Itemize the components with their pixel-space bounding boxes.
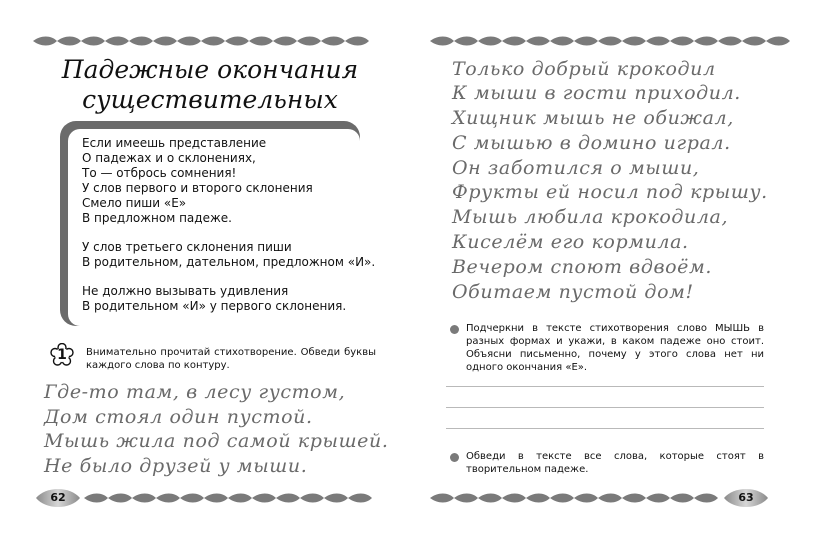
poem-line: Мышь жила под самой крышей.	[44, 430, 389, 452]
poem-line: Дом стоял один пустой.	[44, 406, 313, 428]
task-number-badge	[50, 343, 74, 367]
top-ornament-border	[430, 35, 790, 47]
rule-line: У слов первого и второго склонения	[82, 181, 313, 195]
bottom-ornament-border	[84, 492, 380, 504]
poem-line: Мышь любила крокодила,	[452, 206, 729, 228]
rule-stanza	[82, 136, 360, 226]
task-instruction: Обведи в тексте все слова, которые стоят в творительном падеже.	[466, 451, 764, 475]
task-number: 1	[57, 347, 67, 363]
rule-line: В предложном падеже.	[82, 211, 232, 225]
poem-line: Обитаем пустой дом!	[452, 281, 694, 303]
rule-stanza	[82, 240, 376, 270]
poem-line: Он заботился о мыши,	[452, 157, 700, 179]
rule-line: У слов третьего склонения пиши	[82, 240, 292, 254]
title-line-2: существительных	[82, 85, 338, 114]
top-ornament-border	[33, 35, 379, 47]
poem-line: Киселём его кормила.	[452, 231, 689, 253]
page-number: 62	[50, 491, 66, 504]
bottom-ornament-border	[430, 492, 722, 504]
rule-line: Не должно вызывать удивления	[82, 284, 289, 298]
bullet-icon	[450, 453, 459, 462]
title-line-1: Падежные окончания	[61, 55, 359, 84]
rule-line: О падежах и о склонениях,	[82, 151, 256, 165]
bullet-icon	[450, 325, 459, 334]
rule-stanza	[82, 284, 360, 314]
answer-line[interactable]	[446, 428, 764, 429]
poem-line: Только добрый крокодил	[452, 58, 716, 80]
poem-line: Не было друзей у мыши.	[44, 455, 308, 477]
page-number-badge	[722, 485, 770, 511]
poem-line: Фрукты ей носил под крышу.	[452, 181, 768, 203]
poem-line: Хищник мышь не обижал,	[452, 107, 734, 129]
rule-line: Если имеешь представление	[82, 136, 267, 150]
left-page	[0, 0, 409, 540]
task-instruction: Подчеркни в тексте стихотворения слово МЫШЬ в разных формах и укажи, в каком падеже оно стоит. Объясни письменно, почему у этого слова нет ни одного окончания «Е».	[466, 323, 764, 373]
rule-line: В родительном, дательном, предложном «И».	[82, 255, 376, 269]
rule-line: В родительном «И» у первого склонения.	[82, 299, 347, 313]
poem-line: Вечером споют вдвоём.	[452, 256, 712, 278]
page-number: 63	[738, 491, 754, 504]
answer-line[interactable]	[446, 407, 764, 408]
rule-line: То — отбрось сомнения!	[82, 166, 237, 180]
page-title	[40, 55, 380, 115]
answer-lines[interactable]	[446, 386, 764, 446]
poem-line: Где-то там, в лесу густом,	[44, 381, 346, 403]
answer-line[interactable]	[446, 386, 764, 387]
rule-text	[82, 136, 376, 328]
task-instruction: Внимательно прочитай стихотворение. Обведи буквы каждого слова по контуру.	[86, 347, 376, 371]
poem-line: К мыши в гости приходил.	[452, 82, 741, 104]
page-number-badge	[34, 485, 82, 511]
rule-line: Смело пиши «Е»	[82, 196, 187, 210]
right-page	[410, 0, 819, 540]
poem-line: С мышью в домино играл.	[452, 132, 731, 154]
